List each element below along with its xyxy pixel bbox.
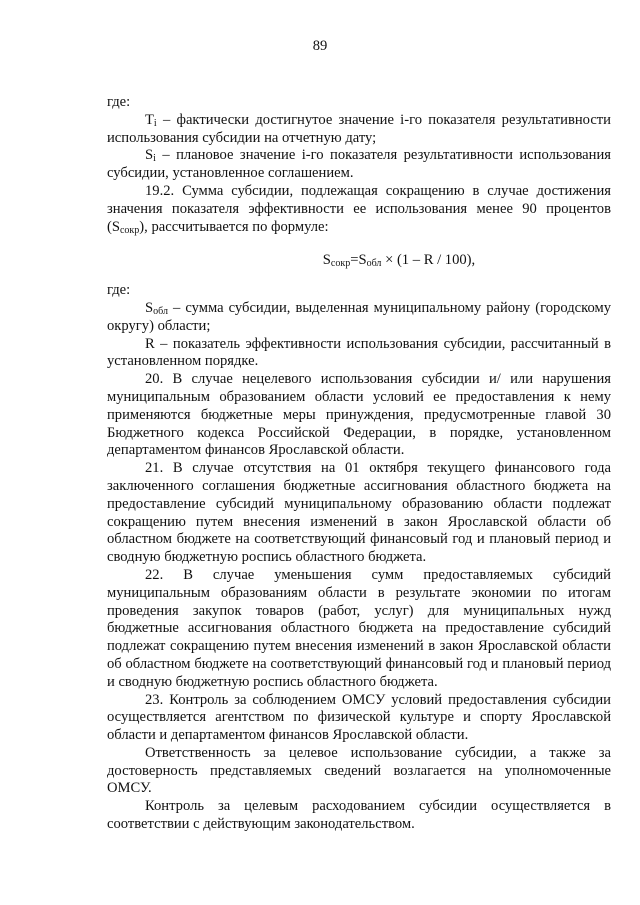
sobl-text: – сумма субсидии, выделенная муниципальному району (городскому округу) области; (107, 299, 611, 334)
sobl-definition (107, 300, 611, 336)
si-symbol: S (145, 147, 154, 164)
paragraph-20: 20. В случае нецелевого использования субсидии и/ или нарушения муниципальным образованием области условий ее предоставления к нему применяются бюджетные меры принуждения, предусмотренные главой 30 Бюджетного кодекса Российской Федерации, в порядке, установленном департаментом финансов Ярославской области. (107, 371, 611, 459)
si-text: – плановое значение i-го показателя результативности использования субсидии, установленное соглашением. (107, 147, 611, 182)
formula-s: S (322, 252, 331, 269)
paragraph-responsibility: Ответственность за целевое использование субсидии, а также за достоверность представляемых сведений возлагается на уполномоченные ОМСУ. (107, 744, 611, 797)
ti-definition (107, 112, 611, 148)
formula (107, 252, 611, 270)
page-number: 89 (312, 38, 328, 54)
formula-obl-sub: обл (366, 258, 382, 270)
sobl-subscript: обл (153, 305, 168, 317)
paragraph-23: 23. Контроль за соблюдением ОМСУ условий предоставления субсидии осуществляется агентством по физической культуре и спорту Ярославской области и департаментом финансов Ярославской области. (107, 691, 611, 744)
ti-text: – фактически достигнутое значение i-го показателя результативности использования субсидии на отчетную дату; (107, 111, 611, 146)
p19-2-subscript: сокр (119, 224, 140, 236)
paragraph-19-2 (107, 183, 611, 236)
ti-symbol: T (145, 111, 154, 128)
paragraph-21: 21. В случае отсутствия на 01 октября текущего финансового года заключенного соглашения бюджетные ассигнования областного бюджета на предоставление субсидий муниципальному образованию области подлежат сокращению путем внесения изменений в закон Ярославской области об областном бюджете на соответствующий финансовый год и плановый период и сводную бюджетную роспись областного бюджета. (107, 460, 611, 566)
paragraph-control: Контроль за целевым расходованием субсидии осуществляется в соответствии с действующим законодательством. (107, 798, 611, 833)
paragraph-22: 22. В случае уменьшения сумм предоставляемых субсидий муниципальным образованиям области в результате экономии по итогам проведения закупок товаров (работ, услуг) для муниципальных нужд бюджетные ассигнования областного бюджета на предоставление субсидий подлежат сокращению путем внесения изменений в закон Ярославской области об областном бюджете на соответствующий финансовый год и плановый период и сводную бюджетную роспись областного бюджета. (107, 566, 611, 690)
where-label-1: где: (107, 94, 131, 110)
where-label-2: где: (107, 282, 131, 299)
formula-rest: × (1 – R / 100), (381, 252, 476, 269)
r-definition: R – показатель эффективности использования субсидии, рассчитанный в установленном порядке. (107, 335, 611, 370)
formula-eq: =S (350, 252, 367, 269)
ti-subscript: i (153, 117, 157, 129)
p19-2-start: 19.2. Сумма субсидии, подлежащая сокращению в случае достижения значения показателя эффективности ее использования менее 90 процентов (S (107, 182, 611, 235)
body-text (107, 94, 611, 834)
si-definition (107, 147, 611, 183)
si-subscript: i (153, 153, 156, 165)
formula-s-sub: сокр (330, 258, 351, 270)
p19-2-end: ), рассчитывается по формуле: (139, 218, 329, 235)
sobl-symbol: S (145, 299, 154, 316)
